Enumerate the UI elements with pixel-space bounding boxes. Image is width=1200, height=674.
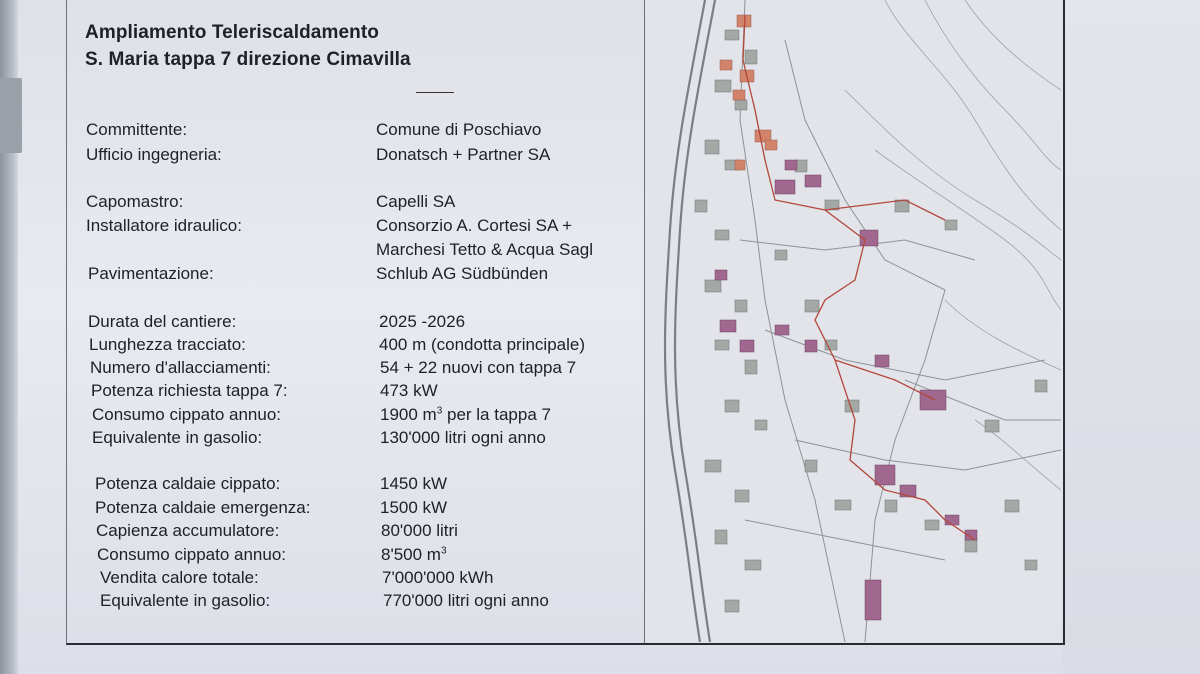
pavimentazione-label: Pavimentazione: [88, 264, 214, 283]
equivalente-tappa-label: Equivalente in gasolio: [92, 428, 263, 447]
committente-label: Committente: [86, 120, 188, 139]
consumo-tappa-label: Consumo cippato annuo: [92, 405, 282, 424]
installatore-value: Consorzio A. Cortesi SA + [376, 216, 573, 235]
title-underline [416, 92, 454, 93]
equivalente-totale-label: Equivalente in gasolio: [100, 591, 271, 610]
equivalente-totale-value: 770'000 litri ogni anno [383, 591, 549, 610]
pavimentazione-value: Schlub AG Südbünden [376, 264, 549, 283]
consumo-tappa-value: 1900 $m^3$ per la tappa 7 [380, 405, 551, 424]
potenza-emergenza-label: Potenza caldaie emergenza: [95, 498, 311, 517]
potenza-cippato-label: Potenza caldaie cippato: [95, 474, 281, 493]
durata-label: Durata del cantiere: [88, 312, 237, 331]
equivalente-tappa-value: 130'000 litri ogni anno [380, 428, 546, 447]
committente-value: Comune di Poschiavo [376, 120, 542, 139]
installatore-label: Installatore idraulico: [86, 216, 242, 235]
cubic-superscript: 3 [440, 545, 447, 557]
allacciamenti-value: 54 + 22 nuovi con tappa 7 [380, 358, 577, 377]
capomastro-value: Capelli SA [376, 192, 456, 211]
potenza-richiesta-label: Potenza richiesta tappa 7: [91, 381, 288, 400]
consumo-totale-label: Consumo cippato annuo: [97, 545, 287, 564]
ufficio-ingegneria-label: Ufficio ingegneria: [86, 145, 222, 164]
vendita-label: Vendita calore totale: [100, 568, 259, 587]
adhesive-tape [0, 78, 22, 153]
consumo-totale-value: 8'500 $m^3$ [381, 545, 447, 564]
ufficio-ingegneria-value: Donatsch + Partner SA [376, 145, 551, 164]
sign-title: Ampliamento Teleriscaldamento [85, 22, 379, 43]
installatore-value-2: Marchesi Tetto & Acqua Sagl [376, 240, 594, 259]
cubic-superscript: 3 [436, 405, 443, 417]
allacciamenti-label: Numero d'allacciamenti: [90, 358, 271, 377]
potenza-cippato-value: 1450 kW [380, 474, 448, 493]
vendita-value: 7'000'000 kWh [382, 568, 494, 587]
lunghezza-label: Lunghezza tracciato: [89, 335, 246, 354]
potenza-richiesta-value: 473 kW [380, 381, 438, 400]
site-map [645, 0, 1061, 642]
board-margin [1063, 0, 1200, 674]
sign-subtitle: S. Maria tappa 7 direzione Cimavilla [85, 49, 411, 70]
potenza-emergenza-value: 1500 kW [380, 498, 448, 517]
capienza-label: Capienza accumulatore: [96, 521, 280, 540]
capienza-value: 80'000 litri [381, 521, 458, 540]
capomastro-label: Capomastro: [86, 192, 184, 211]
durata-value: 2025 -2026 [379, 312, 466, 331]
lunghezza-value: 400 m (condotta principale) [379, 335, 586, 354]
